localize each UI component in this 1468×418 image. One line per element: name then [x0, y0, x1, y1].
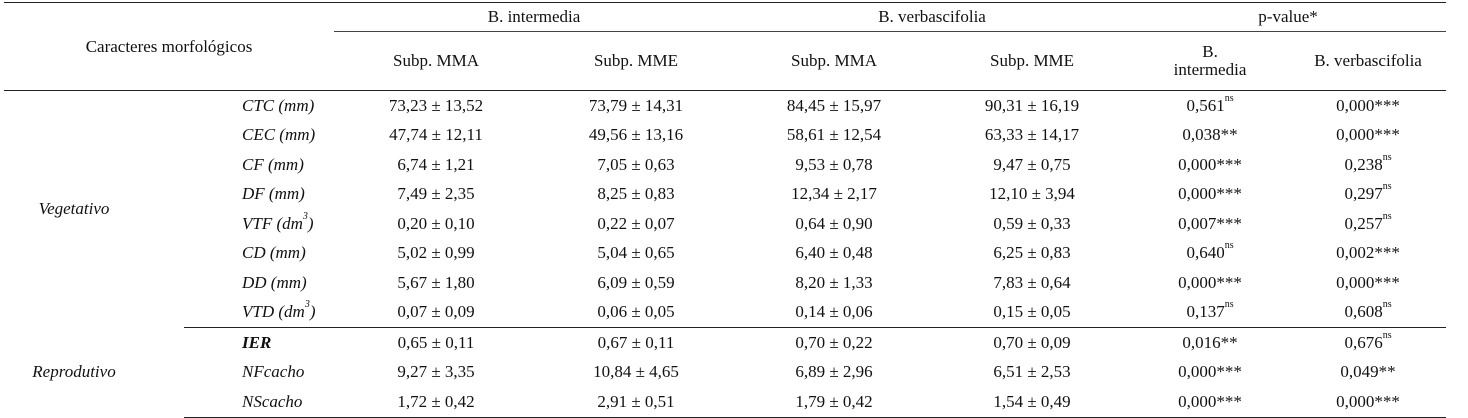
pvalue-subcol-verbascifolia: B. verbascifolia — [1290, 32, 1446, 91]
pvalue-text: 0,257 — [1344, 213, 1383, 233]
species-header-intermedia: B. intermedia — [334, 3, 734, 32]
mean-sd-cell: 1,54 ± 0,49 — [934, 387, 1130, 417]
mean-sd-cell: 8,25 ± 0,83 — [597, 184, 675, 204]
mean-sd-cell: 0,67 ± 0,11 — [597, 332, 675, 352]
mean-sd-cell: 0,64 ± 0,90 — [795, 213, 873, 233]
significance-marker: ns — [1224, 299, 1234, 311]
pvalue-text: 0,561 — [1186, 95, 1225, 115]
group-label: Reprodutivo — [32, 362, 116, 382]
table-row — [4, 209, 1446, 239]
variable-text: VTF (dm — [242, 213, 303, 233]
pvalue-cell — [1130, 209, 1290, 239]
variable-label — [184, 387, 334, 417]
pvalue-cell — [1130, 387, 1290, 417]
mean-sd-cell: 9,53 ± 0,78 — [795, 154, 873, 174]
pvalue-text: 0,038** — [1182, 125, 1238, 145]
pvalue-cell — [1290, 328, 1446, 358]
mean-sd-cell: 1,72 ± 0,42 — [334, 387, 538, 417]
table-row — [4, 91, 1446, 121]
mean-sd-cell: 6,25 ± 0,83 — [993, 243, 1071, 263]
mean-sd-cell: 0,59 ± 0,33 — [993, 213, 1071, 233]
mean-sd-cell: 73,23 ± 13,52 — [388, 95, 484, 115]
pvalue-cell — [1130, 358, 1290, 388]
pvalue-text: 0,000*** — [1336, 272, 1400, 292]
table-body — [4, 91, 1446, 418]
variable-label — [184, 91, 334, 121]
pvalue-cell — [1130, 298, 1290, 328]
pvalue-cell — [1290, 209, 1446, 239]
subcol-header: Subp. MME — [934, 32, 1130, 91]
variable-label — [184, 209, 334, 239]
mean-sd-cell: 0,20 ± 0,10 — [397, 213, 475, 233]
pvalue-cell — [1130, 328, 1290, 358]
unit-close: ) — [307, 213, 314, 233]
pvalue-text: 0,000*** — [1178, 391, 1242, 411]
mean-sd-cell: 58,61 ± 12,54 — [786, 125, 882, 145]
significance-marker: ns — [1382, 181, 1392, 193]
mean-sd-cell: 12,34 ± 2,17 — [791, 184, 877, 204]
pvalue-cell — [1130, 180, 1290, 210]
unit-exponent: 3 — [302, 210, 308, 222]
variable-label — [184, 150, 334, 180]
pvalue-text: 0,007*** — [1178, 213, 1242, 233]
subcol-header: Subp. MMA — [334, 32, 538, 91]
pvalue-subcol-line1: B. — [1202, 42, 1218, 61]
significance-marker: ns — [1382, 299, 1392, 311]
mean-sd-cell: 5,04 ± 0,65 — [597, 243, 675, 263]
mean-sd-cell: 7,83 ± 0,64 — [993, 272, 1071, 292]
significance-marker: ns — [1224, 240, 1234, 252]
species-header-verbascifolia: B. verbascifolia — [734, 3, 1130, 32]
variable-text: CTC (mm) — [242, 95, 315, 115]
mean-sd-cell: 0,14 ± 0,06 — [734, 298, 934, 328]
pvalue-text: 0,608 — [1344, 302, 1383, 322]
variable-text: NFcacho — [242, 362, 305, 382]
mean-sd-cell: 0,15 ± 0,05 — [934, 298, 1130, 328]
variable-text: CEC (mm) — [242, 125, 316, 145]
mean-sd-cell: 6,09 ± 0,59 — [597, 272, 675, 292]
significance-marker: ns — [1224, 92, 1234, 104]
variable-text: IER — [242, 332, 272, 352]
mean-sd-cell: 84,45 ± 15,97 — [786, 95, 882, 115]
mean-sd-cell: 10,84 ± 4,65 — [593, 362, 679, 382]
pvalue-cell — [1130, 150, 1290, 180]
mean-sd-cell: 7,05 ± 0,63 — [597, 154, 675, 174]
mean-sd-cell: 49,56 ± 13,16 — [588, 125, 684, 145]
table-row — [4, 150, 1446, 180]
variable-label — [184, 239, 334, 269]
significance-marker: ns — [1382, 329, 1392, 341]
unit-close: ) — [309, 302, 316, 322]
variable-label — [184, 328, 334, 358]
variable-text: CD (mm) — [242, 243, 306, 263]
variable-label — [184, 298, 334, 328]
pvalue-cell — [1290, 298, 1446, 328]
table-row — [4, 121, 1446, 151]
pvalue-text: 0,000*** — [1178, 154, 1242, 174]
pvalue-cell — [1290, 150, 1446, 180]
variable-label — [184, 358, 334, 388]
table-row — [4, 180, 1446, 210]
pvalue-text: 0,238 — [1344, 154, 1383, 174]
pvalue-subcol-line2: intermedia — [1173, 60, 1247, 79]
table-row — [4, 328, 1446, 358]
group-label: Vegetativo — [38, 199, 110, 219]
variable-text: DF (mm) — [242, 184, 305, 204]
mean-sd-cell: 12,10 ± 3,94 — [989, 184, 1075, 204]
characters-header: Caracteres morfológicos — [4, 3, 334, 91]
mean-sd-cell: 1,79 ± 0,42 — [734, 387, 934, 417]
mean-sd-cell: 7,49 ± 2,35 — [397, 184, 475, 204]
mean-sd-cell: 0,65 ± 0,11 — [397, 332, 475, 352]
pvalue-cell — [1130, 91, 1290, 121]
pvalue-header: p-value* — [1130, 3, 1446, 32]
pvalue-cell — [1290, 239, 1446, 269]
pvalue-text: 0,016** — [1182, 332, 1238, 352]
pvalue-text: 0,137 — [1186, 302, 1225, 322]
morphology-table — [4, 2, 1446, 418]
pvalue-text: 0,049** — [1340, 362, 1396, 382]
variable-label — [184, 180, 334, 210]
mean-sd-cell: 47,74 ± 12,11 — [389, 125, 483, 145]
pvalue-cell — [1130, 121, 1290, 151]
mean-sd-cell: 5,02 ± 0,99 — [397, 243, 475, 263]
pvalue-text: 0,000*** — [1336, 391, 1400, 411]
pvalue-subcol-intermedia — [1130, 32, 1290, 91]
pvalue-cell — [1290, 180, 1446, 210]
table-row — [4, 298, 1446, 328]
subcol-header: Subp. MMA — [734, 32, 934, 91]
variable-text: DD (mm) — [242, 272, 307, 292]
pvalue-cell — [1290, 121, 1446, 151]
significance-marker: ns — [1382, 151, 1392, 163]
table-row — [4, 268, 1446, 298]
mean-sd-cell: 0,70 ± 0,09 — [993, 332, 1071, 352]
mean-sd-cell: 6,40 ± 0,48 — [795, 243, 873, 263]
mean-sd-cell: 9,27 ± 3,35 — [397, 362, 475, 382]
mean-sd-cell: 63,33 ± 14,17 — [984, 125, 1080, 145]
mean-sd-cell: 2,91 ± 0,51 — [538, 387, 734, 417]
pvalue-text: 0,000*** — [1178, 184, 1242, 204]
header-row-species — [4, 3, 1446, 32]
mean-sd-cell: 5,67 ± 1,80 — [397, 272, 475, 292]
mean-sd-cell: 6,74 ± 1,21 — [397, 154, 475, 174]
table-row — [4, 358, 1446, 388]
pvalue-cell — [1130, 268, 1290, 298]
pvalue-cell — [1290, 268, 1446, 298]
unit-exponent: 3 — [304, 299, 310, 311]
pvalue-text: 0,000*** — [1178, 272, 1242, 292]
variable-text: CF (mm) — [242, 154, 304, 174]
pvalue-text: 0,002*** — [1336, 243, 1400, 263]
mean-sd-cell: 0,70 ± 0,22 — [795, 332, 873, 352]
pvalue-cell — [1130, 239, 1290, 269]
pvalue-text: 0,676 — [1344, 332, 1383, 352]
pvalue-cell — [1290, 387, 1446, 417]
mean-sd-cell: 90,31 ± 16,19 — [984, 95, 1080, 115]
mean-sd-cell: 0,06 ± 0,05 — [538, 298, 734, 328]
mean-sd-cell: 73,79 ± 14,31 — [588, 95, 684, 115]
pvalue-text: 0,000*** — [1336, 95, 1400, 115]
subcol-header: Subp. MME — [538, 32, 734, 91]
variable-text: VTD (dm — [242, 302, 305, 322]
mean-sd-cell: 9,47 ± 0,75 — [993, 154, 1071, 174]
pvalue-text: 0,640 — [1186, 243, 1225, 263]
pvalue-text: 0,000*** — [1336, 125, 1400, 145]
mean-sd-cell: 8,20 ± 1,33 — [795, 272, 873, 292]
mean-sd-cell: 0,22 ± 0,07 — [597, 213, 675, 233]
table-row — [4, 387, 1446, 417]
significance-marker: ns — [1382, 210, 1392, 222]
variable-label — [184, 121, 334, 151]
mean-sd-cell: 6,51 ± 2,53 — [993, 362, 1071, 382]
mean-sd-cell: 6,89 ± 2,96 — [795, 362, 873, 382]
mean-sd-cell: 0,07 ± 0,09 — [334, 298, 538, 328]
variable-text: NScacho — [242, 391, 303, 411]
pvalue-cell — [1290, 91, 1446, 121]
pvalue-cell — [1290, 358, 1446, 388]
table-row — [4, 239, 1446, 269]
pvalue-text: 0,000*** — [1178, 362, 1242, 382]
variable-label — [184, 268, 334, 298]
pvalue-text: 0,297 — [1344, 184, 1383, 204]
